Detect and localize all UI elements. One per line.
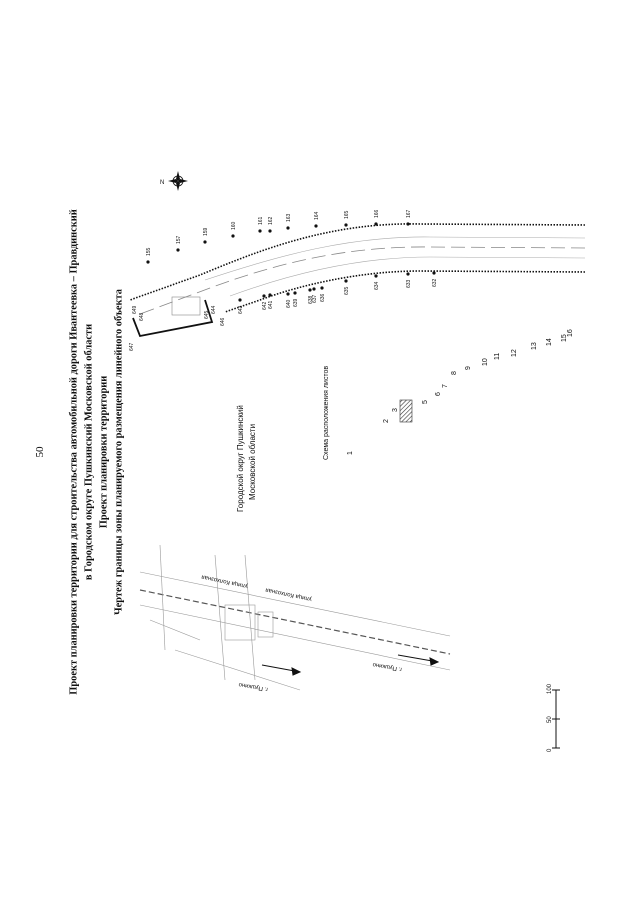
point-label-lower-636: 636 — [320, 293, 326, 302]
boundary-point-marker — [344, 279, 347, 282]
sheet-number-11: 11 — [494, 352, 501, 360]
sheet-number-8: 8 — [451, 371, 458, 375]
scale-tick-100: 100 — [547, 683, 553, 694]
point-label-upper-161: 161 — [258, 216, 264, 225]
sheet-number-7: 7 — [442, 384, 449, 388]
point-label-lower-634: 634 — [374, 281, 380, 290]
boundary-point-marker — [293, 291, 296, 294]
local-road-area — [140, 545, 450, 690]
road-boundary-lower — [225, 271, 585, 312]
point-label-near-645: 645 — [204, 310, 210, 319]
direction-arrows — [262, 655, 438, 675]
point-label-near-647: 647 — [129, 342, 135, 351]
point-label-lower-632: 632 — [432, 278, 438, 287]
direction-label-2: г. Пушкино — [372, 660, 403, 672]
sheet-3-highlight — [400, 400, 412, 422]
title-line-1: Проект планировки территории для строительства автомобильной дороги Ивантеевка – Правдинский — [68, 209, 80, 695]
road-label-2: улица Колхозная — [264, 586, 313, 602]
point-label-lower-635: 635 — [344, 286, 350, 295]
boundary-point-marker — [374, 222, 377, 225]
boundary-point-marker — [176, 248, 179, 251]
district-label-line-2: Московской области — [248, 423, 257, 500]
scale-tick-0: 0 — [547, 748, 553, 752]
direction-label-1: г. Пушкино — [238, 680, 269, 692]
point-label-upper-165: 165 — [344, 210, 350, 219]
title-line-2: в Городском округе Пушкинский Московской области — [83, 323, 95, 581]
boundary-point-marker — [374, 274, 377, 277]
point-label-lower-643: 643 — [238, 305, 244, 314]
point-label-upper-155: 155 — [146, 247, 152, 256]
structure-outline — [172, 297, 200, 315]
point-label-near-644: 644 — [211, 305, 217, 314]
scale-bar — [552, 690, 560, 748]
point-label-near-646: 646 — [220, 317, 226, 326]
point-label-lower-638: 638 — [308, 295, 314, 304]
boundary-point-marker — [231, 234, 234, 237]
point-label-near-648: 648 — [139, 312, 145, 321]
road-label-1: улица Колхозная — [200, 573, 249, 589]
boundary-point-marker — [344, 223, 347, 226]
point-label-upper-167: 167 — [406, 209, 412, 218]
sheet-number-14: 14 — [546, 338, 553, 346]
title-line-4: Чертеж границы зоны планируемого размещения линейного объекта — [113, 289, 125, 615]
boundary-point-marker — [268, 293, 271, 296]
boundary-point-marker — [146, 260, 149, 263]
road-boundary-upper — [130, 224, 585, 300]
sheet-scheme-title: Схема расположения листов — [323, 365, 330, 460]
boundary-point-marker — [320, 286, 323, 289]
sheet-number-16: 16 — [567, 329, 574, 337]
sheet-number-6: 6 — [435, 392, 442, 396]
sheet-number-2: 2 — [383, 419, 390, 423]
sheet-number-13: 13 — [531, 342, 538, 350]
point-label-upper-164: 164 — [314, 211, 320, 220]
sheet-number-9: 9 — [465, 366, 472, 370]
boundary-point-marker — [262, 294, 265, 297]
point-label-lower-639: 639 — [293, 298, 299, 307]
boundary-point-marker — [432, 271, 435, 274]
sheet-number-15: 15 — [561, 334, 568, 342]
district-label-line-1: Городской округ Пушкинский — [236, 405, 245, 512]
point-label-upper-159: 159 — [203, 227, 209, 236]
title-line-3: Проект планировки территории — [98, 375, 110, 529]
north-letter: N — [160, 180, 165, 186]
boundary-point-marker — [238, 298, 241, 301]
point-label-upper-162: 162 — [268, 216, 274, 225]
boundary-point-marker — [286, 226, 289, 229]
point-label-upper-157: 157 — [176, 235, 182, 244]
point-label-upper-166: 166 — [374, 209, 380, 218]
sheet-number-1: 1 — [347, 451, 354, 455]
north-arrow-icon — [168, 171, 188, 191]
point-label-lower-641: 641 — [268, 300, 274, 309]
sheet-number-5: 5 — [422, 400, 429, 404]
sheet-number-10: 10 — [482, 358, 489, 366]
boundary-point-marker — [268, 229, 271, 232]
sheet-number-12: 12 — [511, 349, 518, 357]
point-label-lower-640: 640 — [286, 299, 292, 308]
boundary-point-marker — [203, 240, 206, 243]
road-edge-2 — [230, 257, 585, 296]
boundary-point-marker — [312, 287, 315, 290]
boundary-point-marker — [406, 272, 409, 275]
point-label-lower-637: 637 — [312, 294, 318, 303]
boundary-point-marker — [314, 224, 317, 227]
sheet-number-3: 3 — [392, 408, 399, 412]
page-number: 50 — [34, 446, 46, 458]
boundary-point-marker — [308, 288, 311, 291]
point-label-lower-633: 633 — [406, 279, 412, 288]
point-label-upper-160: 160 — [231, 221, 237, 230]
scale-tick-50: 50 — [547, 716, 553, 723]
point-label-near-649: 649 — [132, 305, 138, 314]
boundary-point-marker — [258, 229, 261, 232]
boundary-point-marker — [286, 292, 289, 295]
boundary-point-marker — [406, 222, 409, 225]
point-label-lower-642: 642 — [262, 301, 268, 310]
point-label-upper-163: 163 — [286, 213, 292, 222]
